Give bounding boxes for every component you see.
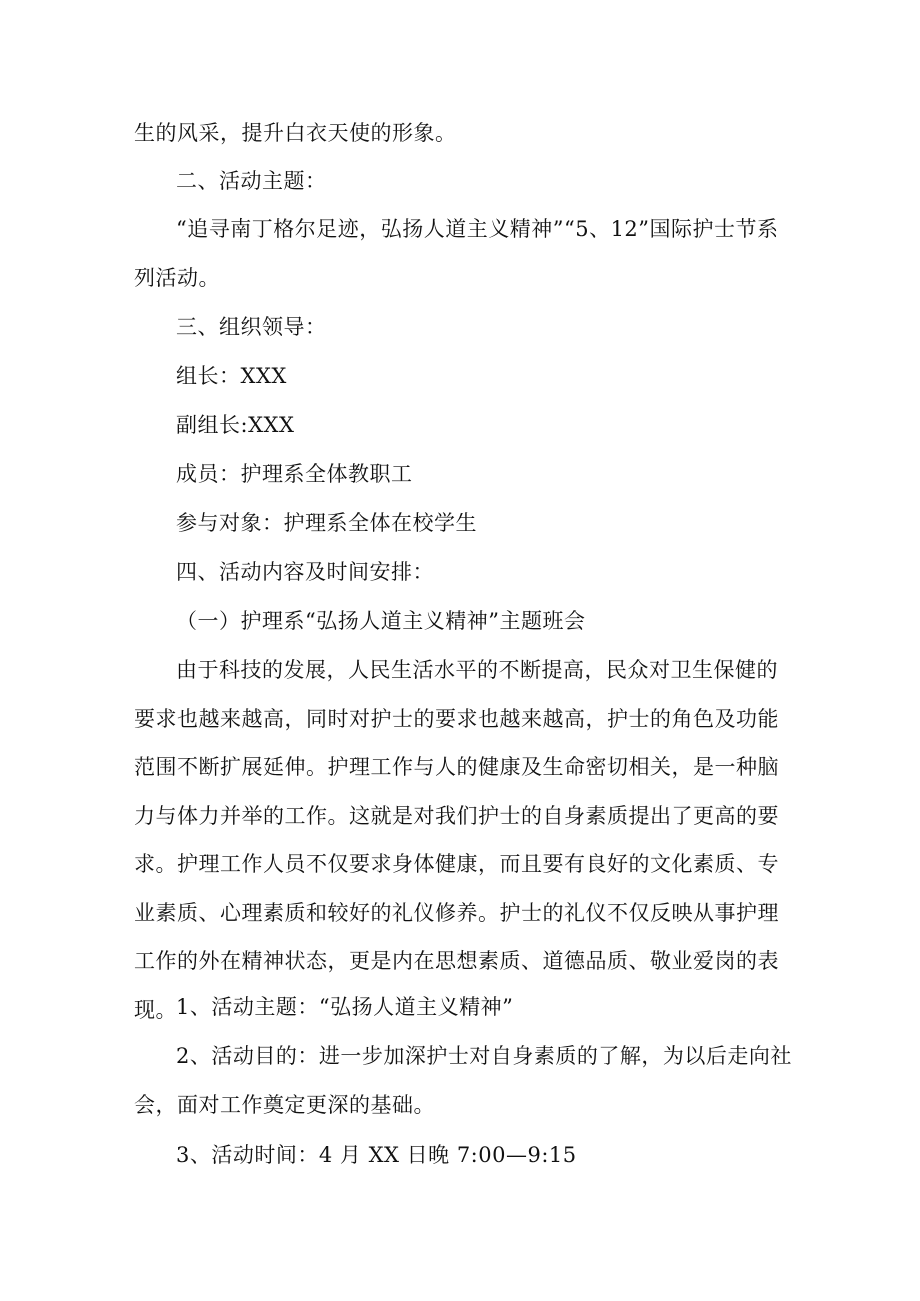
- item-activity-theme: 1、活动主题：“弘扬人道主义精神”: [176, 995, 514, 1019]
- heading-activity-theme: 二、活动主题：: [176, 169, 327, 193]
- paragraph-members: 成员：护理系全体教职工: [176, 462, 413, 486]
- paragraph-participants: 参与对象：护理系全体在校学生: [176, 511, 477, 535]
- item-activity-purpose: 2、活动目的：进一步加深护士对自身素质的了解，为以后走向社会，面对工作奠定更深的基础。: [134, 1044, 792, 1117]
- heading-organization: 三、组织领导：: [176, 315, 327, 339]
- paragraph-theme-text: “追寻南丁格尔足迹，弘扬人道主义精神”“5、12”国际护士节系列活动。: [134, 217, 779, 290]
- paragraph-leader: 组长：XXX: [176, 364, 287, 388]
- paragraph-body-text: 由于科技的发展，人民生活水平的不断提高，民众对卫生保健的要求也越来越高，同时对护士的要求也越来越高，护士的角色及功能范围不断扩展延伸。护理工作与人的健康及生命密切相关，是一种脑力与体力并举的工作。这就是对我们护士的自身素质提出了更高的要求。护理工作人员不仅要求身体健康，而且要有良好的文化素质、专业素质、心理素质和较好的礼仪修养。护士的礼仪不仅反映从事护理工作的外在精神状态，更是内在思想素质、道德品质、敬业爱岗的表现。: [134, 658, 779, 1022]
- item-activity-time: 3、活动时间：4 月 XX 日晚 7:00—9:15: [176, 1143, 577, 1167]
- paragraph-deputy-leader: 副组长:XXX: [176, 413, 295, 437]
- heading-activity-content: 四、活动内容及时间安排：: [176, 560, 434, 584]
- subheading-class-meeting: （一）护理系“弘扬人道主义精神”主题班会: [176, 609, 586, 633]
- paragraph-continuation: 生的风采，提升白衣天使的形象。: [134, 121, 457, 145]
